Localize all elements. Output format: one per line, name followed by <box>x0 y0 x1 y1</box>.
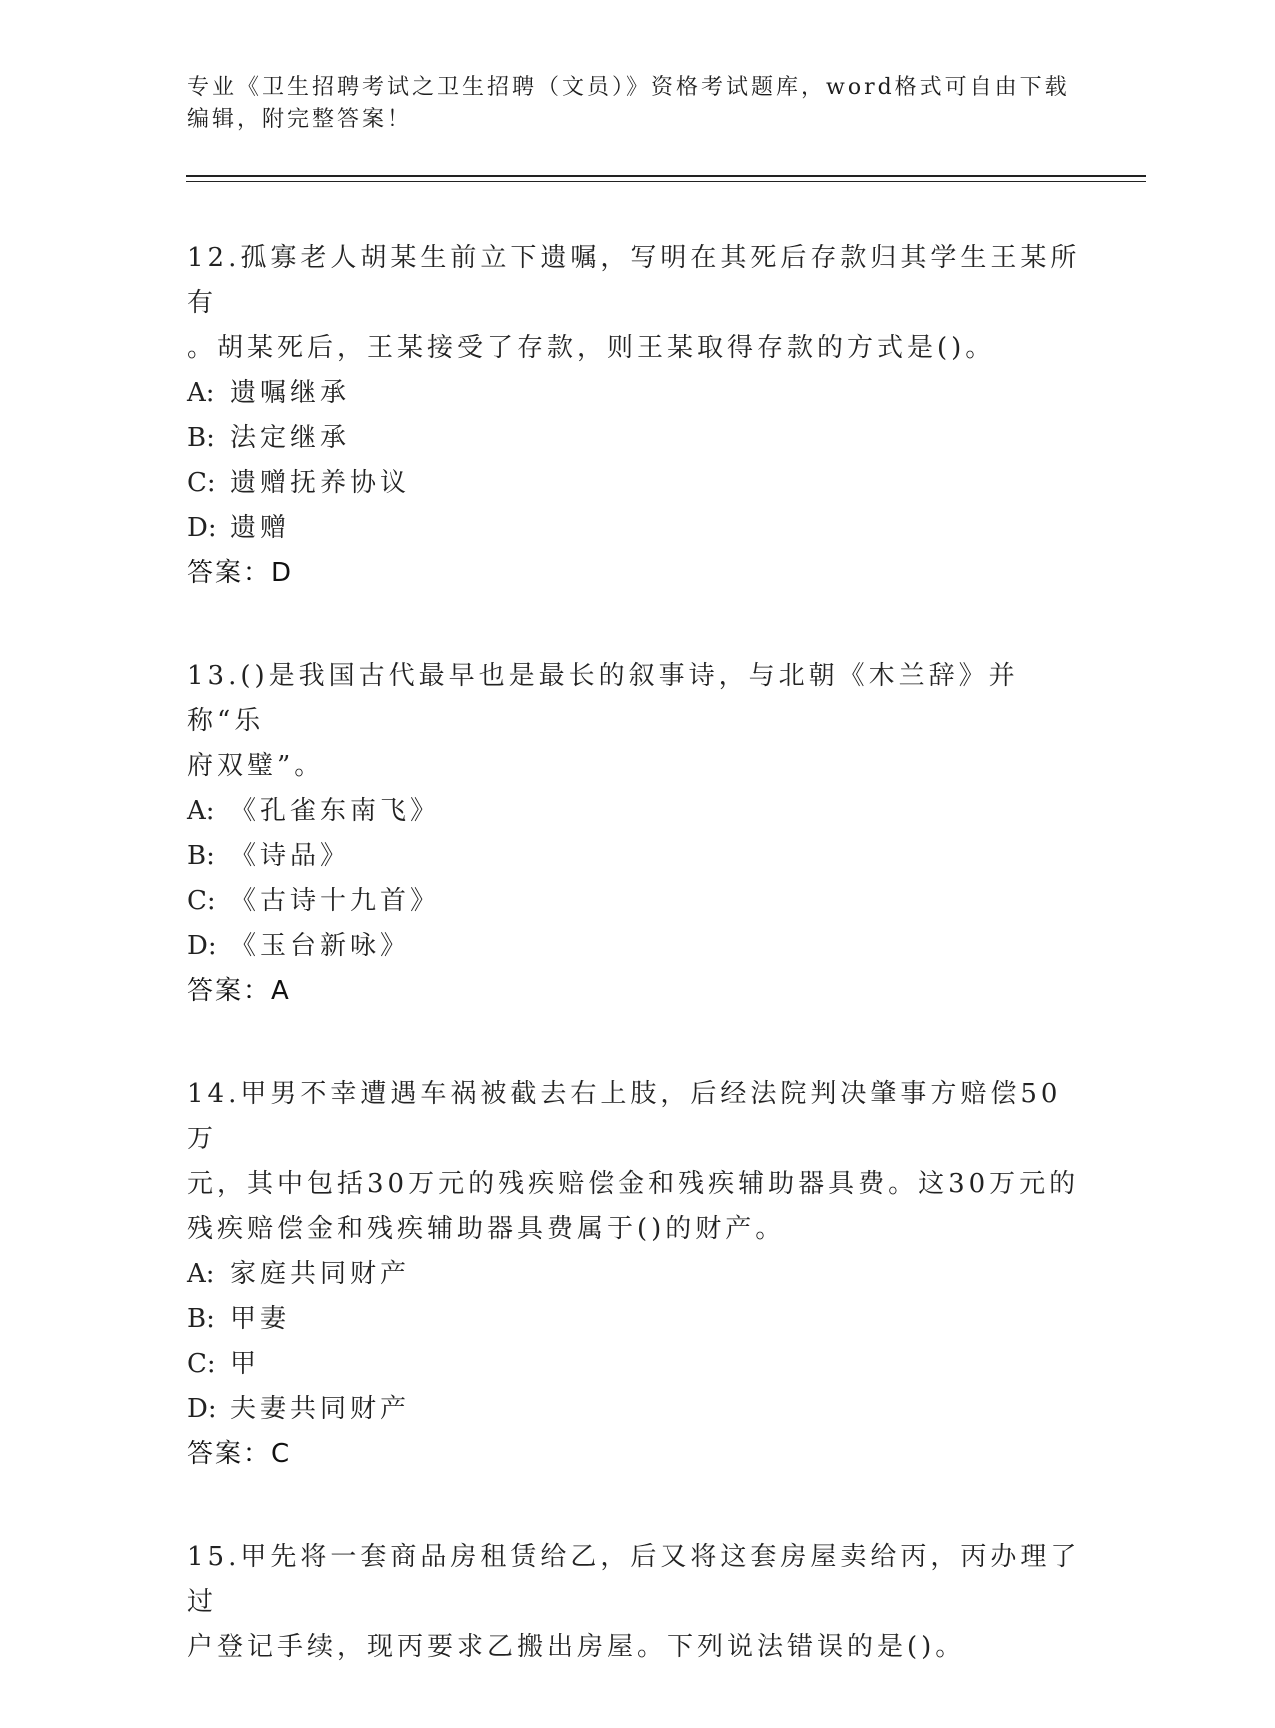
question-stem <box>187 236 1087 371</box>
option-letter: A: <box>187 796 215 826</box>
option-a <box>187 1252 1087 1297</box>
header-divider-thick <box>186 175 1146 177</box>
option-d <box>187 506 1087 551</box>
stem-line: 户登记手续，现丙要求乙搬出房屋。下列说法错误的是()。 <box>187 1632 966 1662</box>
stem-line: 12.孤寡老人胡某生前立下遗嘱，写明在其死后存款归其学生王某所有 <box>187 243 1081 318</box>
option-letter: B: <box>187 423 215 453</box>
header-line-1: 专业《卫生招聘考试之卫生招聘（文员）》资格考试题库，word格式可自由下载 <box>187 75 1070 100</box>
stem-line: 元，其中包括30万元的残疾赔偿金和残疾辅助器具费。这30万元的 <box>187 1169 1080 1199</box>
option-text: 遗赠 <box>230 513 291 543</box>
question-13 <box>187 654 1087 1014</box>
answer-line: 答案：A <box>187 976 291 1006</box>
option-text: 《诗品》 <box>230 841 351 871</box>
option-letter: A: <box>187 378 215 408</box>
option-b <box>187 834 1087 879</box>
option-text: 《玉台新咏》 <box>230 931 411 961</box>
question-stem <box>187 654 1087 789</box>
stem-line: 14.甲男不幸遭遇车祸被截去右上肢，后经法院判决肇事方赔偿50万 <box>187 1079 1062 1154</box>
stem-line: 府双璧”。 <box>187 751 325 781</box>
option-d <box>187 1387 1087 1432</box>
option-a <box>187 371 1087 416</box>
option-a <box>187 789 1087 834</box>
question-list <box>187 236 1087 1728</box>
option-c <box>187 1342 1087 1387</box>
option-letter: B: <box>187 841 215 871</box>
option-text: 家庭共同财产 <box>230 1259 411 1289</box>
option-text: 甲妻 <box>230 1304 291 1334</box>
option-text: 遗赠抚养协议 <box>230 468 411 498</box>
option-b <box>187 1297 1087 1342</box>
answer-line: 答案：D <box>187 558 294 588</box>
option-letter: A: <box>187 1259 215 1289</box>
stem-line: 。胡某死后，王某接受了存款，则王某取得存款的方式是()。 <box>187 333 996 363</box>
option-text: 《孔雀东南飞》 <box>230 796 441 826</box>
question-12 <box>187 236 1087 596</box>
option-letter: B: <box>187 1304 215 1334</box>
option-text: 遗嘱继承 <box>230 378 351 408</box>
option-letter: C: <box>187 1349 216 1379</box>
option-text: 法定继承 <box>230 423 351 453</box>
option-letter: D: <box>187 931 217 961</box>
option-c <box>187 461 1087 506</box>
option-letter: C: <box>187 886 216 916</box>
option-text: 《古诗十九首》 <box>230 886 441 916</box>
stem-line: 15.甲先将一套商品房租赁给乙，后又将这套房屋卖给丙，丙办理了过 <box>187 1542 1081 1617</box>
header-line-2: 编辑，附完整答案！ <box>187 107 413 132</box>
stem-line: 残疾赔偿金和残疾辅助器具费属于()的财产。 <box>187 1214 786 1244</box>
question-14 <box>187 1072 1087 1477</box>
document-header <box>187 72 1087 136</box>
option-d <box>187 924 1087 969</box>
option-text: 夫妻共同财产 <box>230 1394 411 1424</box>
option-text: 甲 <box>230 1349 261 1379</box>
stem-line: 13.()是我国古代最早也是最长的叙事诗，与北朝《木兰辞》并称“乐 <box>187 661 1019 736</box>
answer-line: 答案：C <box>187 1439 292 1469</box>
option-letter: D: <box>187 513 217 543</box>
question-stem <box>187 1072 1087 1252</box>
option-letter: C: <box>187 468 216 498</box>
option-b <box>187 416 1087 461</box>
option-letter: D: <box>187 1394 217 1424</box>
option-c <box>187 879 1087 924</box>
header-divider-thin <box>186 181 1146 182</box>
